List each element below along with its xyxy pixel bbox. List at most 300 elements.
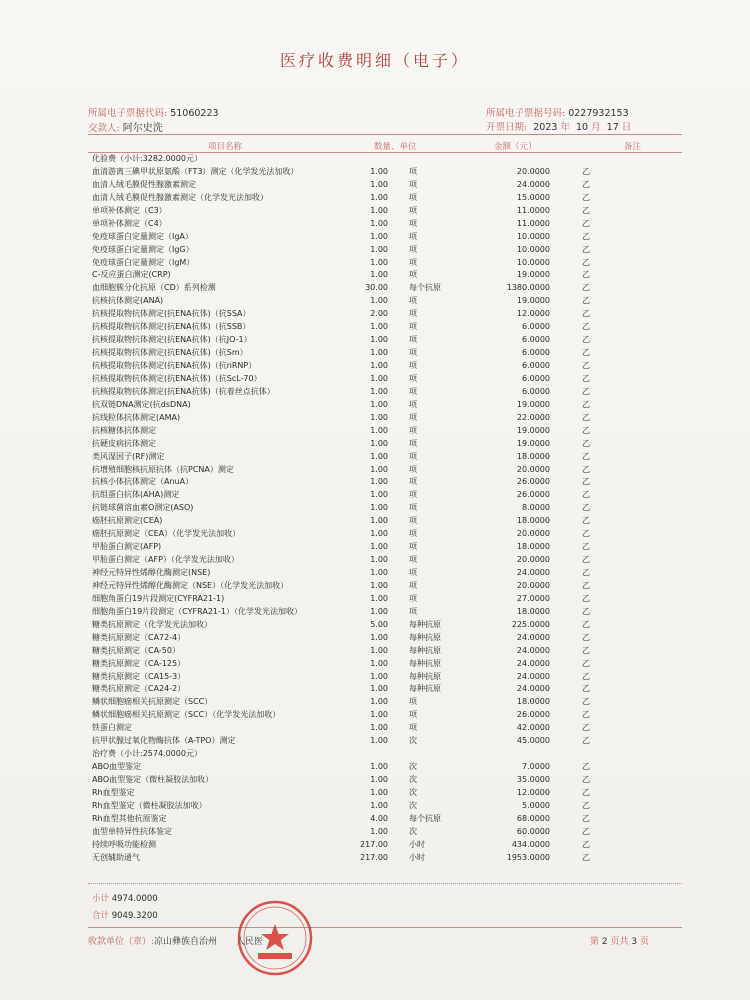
table-row xyxy=(0,554,750,567)
item-name: 抗甲状腺过氧化物酶抗体（A-TPO）测定 xyxy=(92,736,236,746)
item-note: 乙 xyxy=(582,580,590,590)
item-amount: 19.0000 xyxy=(516,399,550,409)
item-qty: 1.00 xyxy=(370,503,388,513)
table-row xyxy=(0,839,750,852)
item-qty: 1.00 xyxy=(370,775,388,784)
table-row xyxy=(0,761,750,774)
item-name: ABO血型鉴定（微柱凝胶法加收） xyxy=(92,775,214,784)
item-qty: 1.00 xyxy=(370,296,388,306)
item-note: 乙 xyxy=(582,218,590,228)
item-note: 乙 xyxy=(582,658,590,668)
item-unit: 次 xyxy=(409,800,417,810)
item-qty: 1.00 xyxy=(370,231,388,241)
item-amount: 20.0000 xyxy=(516,464,550,474)
table-row xyxy=(0,683,750,696)
bill-code-label: 所属电子票据代码: xyxy=(88,108,168,119)
table-row xyxy=(0,580,750,593)
item-name: 免疫球蛋白定量测定（IgG） xyxy=(92,244,194,254)
item-note: 乙 xyxy=(582,490,590,500)
item-amount: 18.0000 xyxy=(516,516,550,526)
item-unit: 项 xyxy=(409,555,417,565)
page-total: 3 xyxy=(631,937,638,947)
item-qty: 1.00 xyxy=(370,593,388,603)
item-unit: 项 xyxy=(409,309,417,319)
item-note: 乙 xyxy=(582,839,590,849)
item-qty: 1.00 xyxy=(370,425,388,435)
item-amount: 20.0000 xyxy=(516,529,550,539)
page-suffix: 页 xyxy=(640,937,650,947)
item-name: 癌胚抗原测定(CEA) xyxy=(92,516,163,526)
item-note: 乙 xyxy=(582,645,590,655)
item-unit: 次 xyxy=(409,787,417,797)
item-amount: 24.0000 xyxy=(516,179,550,189)
item-qty: 5.00 xyxy=(370,619,388,629)
item-note: 乙 xyxy=(582,619,590,629)
item-amount: 19.0000 xyxy=(516,270,550,280)
table-row xyxy=(0,425,750,438)
item-note: 乙 xyxy=(582,373,590,383)
item-unit: 项 xyxy=(409,231,417,241)
bill-number-value: 0227932153 xyxy=(568,108,629,119)
item-amount: 12.0000 xyxy=(516,787,550,797)
col-header-note: 备注 xyxy=(624,142,642,152)
item-unit: 项 xyxy=(409,516,417,526)
item-unit: 项 xyxy=(409,322,417,332)
item-note: 乙 xyxy=(582,736,590,746)
table-row xyxy=(0,179,750,192)
table-row xyxy=(0,709,750,722)
item-qty: 1.00 xyxy=(370,192,388,202)
item-qty: 1.00 xyxy=(370,671,388,681)
table-row xyxy=(0,671,750,684)
item-name: ABO血型鉴定 xyxy=(92,762,142,772)
item-unit: 项 xyxy=(409,348,417,358)
table-row xyxy=(0,282,750,295)
table-row xyxy=(0,502,750,515)
table-row xyxy=(0,386,750,399)
issue-date-month: 10 xyxy=(576,122,589,133)
item-amount: 24.0000 xyxy=(516,645,550,655)
item-amount: 10.0000 xyxy=(516,244,550,254)
item-qty: 1.00 xyxy=(370,218,388,228)
item-name: 抗核提取物抗体测定(抗ENA抗体)（抗SSA） xyxy=(92,309,251,319)
item-amount: 24.0000 xyxy=(516,658,550,668)
item-note: 乙 xyxy=(582,787,590,797)
item-note: 乙 xyxy=(582,451,590,461)
item-name: 抗核小体抗体测定（AnuA） xyxy=(92,477,194,487)
item-unit: 项 xyxy=(409,568,417,577)
item-amount: 6.0000 xyxy=(522,322,550,332)
item-unit: 项 xyxy=(409,503,417,513)
item-amount: 24.0000 xyxy=(516,671,550,681)
item-amount: 10.0000 xyxy=(516,231,550,241)
table-row xyxy=(0,787,750,800)
table-row xyxy=(0,722,750,735)
item-note: 乙 xyxy=(582,775,590,784)
item-qty: 1.00 xyxy=(370,736,388,746)
item-qty: 217.00 xyxy=(360,839,388,849)
payer-value: 阿尔史洗 xyxy=(122,123,163,134)
item-unit: 项 xyxy=(409,335,417,345)
item-qty: 1.00 xyxy=(370,723,388,733)
item-qty: 1.00 xyxy=(370,762,388,772)
item-amount: 6.0000 xyxy=(522,361,550,370)
item-note: 乙 xyxy=(582,348,590,358)
issue-date-year: 2023 xyxy=(533,122,558,133)
table-row xyxy=(0,800,750,813)
item-amount: 11.0000 xyxy=(516,218,550,228)
item-name: 单项补体测定（C3） xyxy=(92,205,167,215)
item-amount: 60.0000 xyxy=(516,826,550,836)
item-note: 乙 xyxy=(582,800,590,810)
item-name: 抗核提取物抗体测定(抗ENA抗体)（抗Sm） xyxy=(92,348,248,358)
item-qty: 1.00 xyxy=(370,166,388,176)
item-amount: 6.0000 xyxy=(522,348,550,358)
item-qty: 1.00 xyxy=(370,205,388,215)
table-row xyxy=(0,295,750,308)
item-note: 乙 xyxy=(582,671,590,681)
item-note: 乙 xyxy=(582,257,590,267)
item-note: 乙 xyxy=(582,322,590,332)
item-unit: 每种抗原 xyxy=(409,632,441,642)
table-row xyxy=(0,464,750,477)
total xyxy=(92,909,158,921)
item-note: 乙 xyxy=(582,529,590,539)
item-qty: 1.00 xyxy=(370,800,388,810)
item-name: 血清人绒毛膜促性腺激素测定 xyxy=(92,179,196,189)
item-unit: 项 xyxy=(409,425,417,435)
bill-code xyxy=(88,105,219,119)
item-amount: 1380.0000 xyxy=(506,283,550,293)
table-row xyxy=(0,826,750,839)
category-row xyxy=(0,153,750,166)
item-note: 乙 xyxy=(582,464,590,474)
item-qty: 1.00 xyxy=(370,542,388,552)
item-qty: 1.00 xyxy=(370,451,388,461)
item-note: 乙 xyxy=(582,593,590,603)
item-note: 乙 xyxy=(582,762,590,772)
item-name: 甲胎蛋白测定(AFP) xyxy=(92,542,162,552)
item-name: 抗双链DNA测定(抗dsDNA) xyxy=(92,399,191,409)
item-qty: 1.00 xyxy=(370,244,388,254)
item-amount: 1953.0000 xyxy=(506,852,550,862)
item-name: Rh血型鉴定（微柱凝胶法加收） xyxy=(92,800,207,810)
item-qty: 1.00 xyxy=(370,529,388,539)
item-note: 乙 xyxy=(582,309,590,319)
item-amount: 18.0000 xyxy=(516,451,550,461)
item-unit: 项 xyxy=(409,244,417,254)
table-row xyxy=(0,321,750,334)
item-qty: 1.00 xyxy=(370,477,388,487)
table-row xyxy=(0,269,750,282)
payee-value: 凉山彝族自治州 xyxy=(154,937,218,947)
page-current: 2 xyxy=(601,937,608,947)
item-name: 血清人绒毛膜促性腺激素测定（化学发光法加收） xyxy=(92,192,268,202)
item-qty: 1.00 xyxy=(370,555,388,565)
total-label: 合计 xyxy=(92,911,110,921)
item-unit: 项 xyxy=(409,218,417,228)
seal-band xyxy=(258,953,292,959)
table-row xyxy=(0,412,750,425)
item-note: 乙 xyxy=(582,555,590,565)
item-amount: 12.0000 xyxy=(516,309,550,319)
item-unit: 每种抗原 xyxy=(409,658,441,668)
item-amount: 35.0000 xyxy=(516,775,550,784)
item-unit: 项 xyxy=(409,593,417,603)
seal-star-icon xyxy=(261,924,289,950)
item-unit: 每种抗原 xyxy=(409,645,441,655)
item-name: 糖类抗原测定（CA72-4） xyxy=(92,632,186,642)
table-row xyxy=(0,451,750,464)
item-amount: 26.0000 xyxy=(516,710,550,720)
item-qty: 1.00 xyxy=(370,438,388,448)
item-unit: 小时 xyxy=(409,852,425,862)
item-name: 糖类抗原测定（CA-125） xyxy=(92,658,186,668)
item-note: 乙 xyxy=(582,477,590,487)
item-unit: 项 xyxy=(409,361,417,370)
item-unit: 项 xyxy=(409,490,417,500)
subtotal xyxy=(92,892,158,904)
table-row xyxy=(0,231,750,244)
item-name: 持续呼吸功能检测 xyxy=(92,839,156,849)
item-note: 乙 xyxy=(582,542,590,552)
table-row xyxy=(0,399,750,412)
item-name: 糖类抗原测定（化学发光法加收） xyxy=(92,619,212,629)
col-header-amount: 金额（元） xyxy=(494,142,537,152)
item-note: 乙 xyxy=(582,166,590,176)
document-title: 医疗收费明细（电子） xyxy=(279,51,470,70)
item-note: 乙 xyxy=(582,399,590,409)
item-amount: 20.0000 xyxy=(516,555,550,565)
item-amount: 18.0000 xyxy=(516,606,550,616)
item-qty: 1.00 xyxy=(370,787,388,797)
official-seal xyxy=(236,899,314,977)
item-qty: 1.00 xyxy=(370,606,388,616)
item-name: 癌胚抗原测定（CEA）（化学发光法加收） xyxy=(92,529,241,539)
item-unit: 小时 xyxy=(409,839,425,849)
item-name: Rh血型其他抗原鉴定 xyxy=(92,813,167,823)
item-qty: 1.00 xyxy=(370,399,388,409)
item-name: 抗核抗体测定(ANA) xyxy=(92,296,164,306)
table-row xyxy=(0,735,750,748)
item-amount: 19.0000 xyxy=(516,296,550,306)
item-note: 乙 xyxy=(582,361,590,370)
item-unit: 每种抗原 xyxy=(409,619,441,629)
fee-table xyxy=(0,153,750,865)
item-amount: 18.0000 xyxy=(516,697,550,707)
item-qty: 30.00 xyxy=(365,283,388,293)
item-note: 乙 xyxy=(582,270,590,280)
issue-date-day: 17 xyxy=(606,122,619,133)
item-note: 乙 xyxy=(582,516,590,526)
item-name: 免疫球蛋白定量测定（IgM） xyxy=(92,257,195,267)
item-note: 乙 xyxy=(582,244,590,254)
payer xyxy=(88,119,163,134)
item-name: 抗核糖体抗体测定 xyxy=(92,425,156,435)
item-qty: 1.00 xyxy=(370,348,388,358)
item-note: 乙 xyxy=(582,425,590,435)
item-note: 乙 xyxy=(582,684,590,694)
item-name: 鳞状细胞癌相关抗原测定（SCC） xyxy=(92,697,213,707)
bill-number xyxy=(486,105,629,119)
item-qty: 1.00 xyxy=(370,645,388,655)
item-note: 乙 xyxy=(582,386,590,396)
item-qty: 1.00 xyxy=(370,516,388,526)
item-qty: 1.00 xyxy=(370,361,388,370)
item-unit: 项 xyxy=(409,529,417,539)
item-qty: 1.00 xyxy=(370,568,388,577)
item-unit: 项 xyxy=(409,542,417,552)
item-note: 乙 xyxy=(582,192,590,202)
table-row xyxy=(0,308,750,321)
payee-value-tail: 人民医 xyxy=(235,937,263,947)
item-name: C-反应蛋白测定(CRP) xyxy=(92,270,171,280)
item-qty: 1.00 xyxy=(370,257,388,267)
item-amount: 24.0000 xyxy=(516,568,550,577)
item-qty: 1.00 xyxy=(370,373,388,383)
item-unit: 项 xyxy=(409,606,417,616)
item-name: 化验费（小计:3282.0000元） xyxy=(92,154,202,163)
item-amount: 45.0000 xyxy=(516,736,550,746)
item-note: 乙 xyxy=(582,697,590,707)
item-name: 细胞角蛋白19片段测定(CYFRA21-1) xyxy=(92,593,225,603)
item-note: 乙 xyxy=(582,438,590,448)
item-name: 治疗费（小计:2574.0000元） xyxy=(92,749,202,759)
item-name: 抗增殖细胞核抗原抗体（抗PCNA）测定 xyxy=(92,464,234,474)
item-name: 血清游离三碘甲状原氨酸（FT3）测定（化学发光法加收） xyxy=(92,166,299,176)
table-row xyxy=(0,813,750,826)
subtotal-value: 4974.0000 xyxy=(111,894,158,904)
item-unit: 项 xyxy=(409,438,417,448)
issue-date xyxy=(486,119,631,133)
item-unit: 项 xyxy=(409,580,417,590)
item-note: 乙 xyxy=(582,335,590,345)
item-unit: 次 xyxy=(409,826,417,836)
table-row xyxy=(0,438,750,451)
item-unit: 项 xyxy=(409,296,417,306)
item-name: 甲胎蛋白测定（AFP）（化学发光法加收） xyxy=(92,555,239,565)
item-amount: 24.0000 xyxy=(516,632,550,642)
item-name: 单项补体测定（C4） xyxy=(92,218,167,228)
table-row xyxy=(0,476,750,489)
item-amount: 8.0000 xyxy=(522,503,550,513)
page-prefix: 第 xyxy=(590,937,600,947)
item-qty: 1.00 xyxy=(370,697,388,707)
item-name: 免疫球蛋白定量测定（IgA） xyxy=(92,231,193,241)
item-name: 抗核提取物抗体测定(抗ENA抗体)（抗ScL-70） xyxy=(92,373,262,383)
item-name: 抗核提取物抗体测定(抗ENA抗体)（抗SSB） xyxy=(92,322,251,332)
item-qty: 4.00 xyxy=(370,813,388,823)
category-row xyxy=(0,748,750,761)
table-row xyxy=(0,619,750,632)
item-unit: 每个抗原 xyxy=(409,283,441,293)
item-unit: 次 xyxy=(409,736,417,746)
item-name: 类风湿因子(RF)测定 xyxy=(92,451,165,461)
item-name: 糖类抗原测定（CA-50） xyxy=(92,645,180,655)
item-amount: 27.0000 xyxy=(516,593,550,603)
table-row xyxy=(0,515,750,528)
day-unit: 日 xyxy=(621,122,632,133)
table-row xyxy=(0,696,750,709)
item-name: 细胞角蛋白19片段测定（CYFRA21-1）（化学发光法加收） xyxy=(92,606,302,616)
table-row xyxy=(0,567,750,580)
item-name: 血细胞簇分化抗原（CD）系列检测 xyxy=(92,283,216,293)
item-qty: 1.00 xyxy=(370,826,388,836)
item-name: 神经元特异性烯醇化酶测定（NSE）（化学发光法加收） xyxy=(92,580,289,590)
item-name: 抗核提取物抗体测定(抗ENA抗体)（抗着丝点抗体） xyxy=(92,386,275,396)
item-unit: 项 xyxy=(409,710,417,720)
item-note: 乙 xyxy=(582,179,590,189)
item-qty: 1.00 xyxy=(370,179,388,189)
item-unit: 项 xyxy=(409,257,417,267)
table-row xyxy=(0,606,750,619)
item-qty: 1.00 xyxy=(370,386,388,396)
item-qty: 1.00 xyxy=(370,412,388,422)
item-amount: 19.0000 xyxy=(516,438,550,448)
item-note: 乙 xyxy=(582,723,590,733)
item-unit: 每种抗原 xyxy=(409,684,441,694)
item-qty: 1.00 xyxy=(370,490,388,500)
item-note: 乙 xyxy=(582,632,590,642)
item-amount: 7.0000 xyxy=(522,762,550,772)
item-name: 鳞状细胞癌相关抗原测定（SCC）（化学发光法加收） xyxy=(92,710,281,720)
payee-label: 收款单位（章）: xyxy=(88,937,155,947)
table-row xyxy=(0,658,750,671)
col-header-qty-unit: 数量、单位 xyxy=(374,142,417,152)
table-row xyxy=(0,541,750,554)
item-unit: 项 xyxy=(409,386,417,396)
item-unit: 项 xyxy=(409,192,417,202)
item-name: 抗核提取物抗体测定(抗ENA抗体)（抗JO-1） xyxy=(92,335,252,345)
table-row xyxy=(0,489,750,502)
item-note: 乙 xyxy=(582,412,590,422)
page-mid: 页共 xyxy=(610,937,629,947)
item-name: 糖类抗原测定（CA15-3） xyxy=(92,671,186,681)
item-amount: 11.0000 xyxy=(516,205,550,215)
item-unit: 项 xyxy=(409,723,417,733)
item-amount: 42.0000 xyxy=(516,723,550,733)
table-row xyxy=(0,257,750,270)
item-unit: 项 xyxy=(409,166,417,176)
item-qty: 1.00 xyxy=(370,464,388,474)
table-row xyxy=(0,373,750,386)
item-unit: 项 xyxy=(409,697,417,707)
item-note: 乙 xyxy=(582,826,590,836)
item-qty: 1.00 xyxy=(370,684,388,694)
top-rule xyxy=(88,134,682,135)
item-note: 乙 xyxy=(582,813,590,823)
item-unit: 项 xyxy=(409,205,417,215)
item-name: 抗线粒体抗体测定(AMA) xyxy=(92,412,181,422)
item-amount: 434.0000 xyxy=(511,839,550,849)
item-amount: 15.0000 xyxy=(516,192,550,202)
item-name: Rh血型鉴定 xyxy=(92,787,135,797)
item-unit: 次 xyxy=(409,762,417,772)
col-header-name: 项目名称 xyxy=(208,142,243,152)
item-amount: 6.0000 xyxy=(522,386,550,396)
footer-rule xyxy=(88,927,682,928)
bill-code-value: 51060223 xyxy=(170,108,219,119)
item-unit: 次 xyxy=(409,775,417,784)
item-unit: 项 xyxy=(409,270,417,280)
item-amount: 20.0000 xyxy=(516,166,550,176)
table-row xyxy=(0,244,750,257)
item-name: 血型单特异性抗体鉴定 xyxy=(92,826,172,836)
item-name: 神经元特异性烯醇化酶测定(NSE) xyxy=(92,568,211,577)
item-unit: 每个抗原 xyxy=(409,813,441,823)
item-note: 乙 xyxy=(582,231,590,241)
item-amount: 24.0000 xyxy=(516,684,550,694)
